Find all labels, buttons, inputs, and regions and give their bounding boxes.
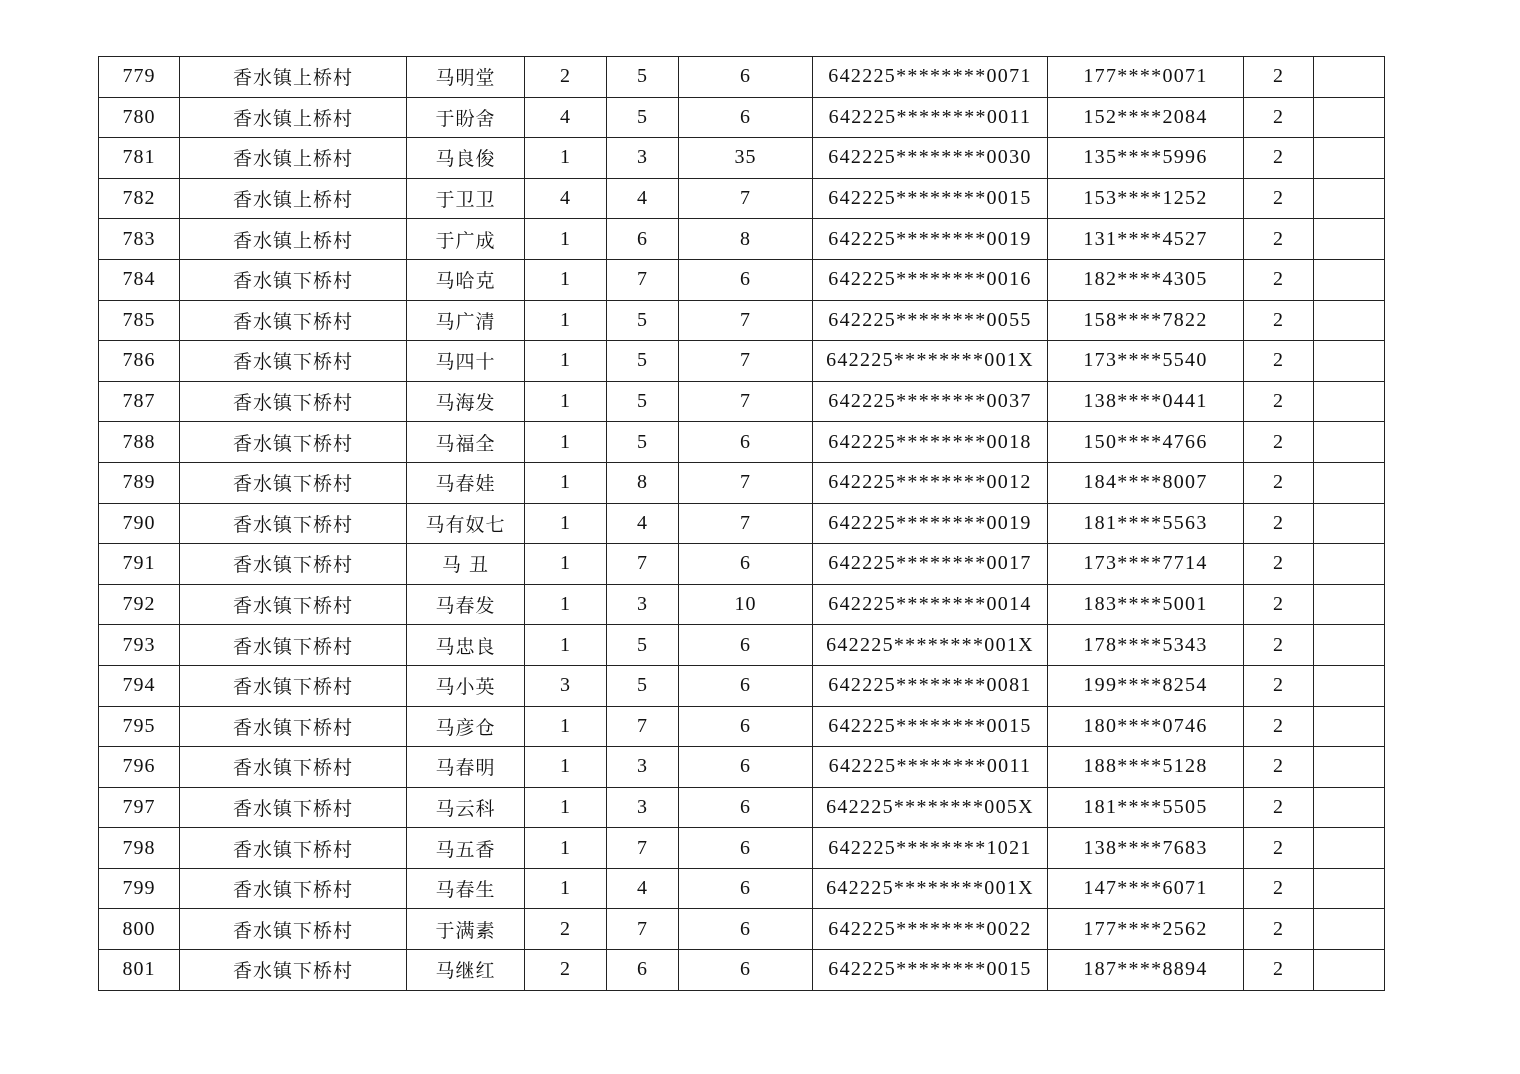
column-4-cell: 1 [525, 828, 607, 869]
note-cell [1314, 868, 1385, 909]
row-number-cell: 786 [99, 341, 180, 382]
id-number-cell: 642225********0016 [813, 259, 1048, 300]
note-cell [1314, 706, 1385, 747]
column-4-cell: 1 [525, 747, 607, 788]
column-9-cell: 2 [1244, 706, 1314, 747]
column-6-cell: 35 [679, 138, 813, 179]
village-cell: 香水镇下桥村 [180, 747, 407, 788]
phone-cell: 153****1252 [1048, 178, 1244, 219]
name-cell: 马四十 [407, 341, 525, 382]
village-cell: 香水镇下桥村 [180, 259, 407, 300]
column-4-cell: 4 [525, 97, 607, 138]
village-cell: 香水镇下桥村 [180, 584, 407, 625]
column-9-cell: 2 [1244, 259, 1314, 300]
phone-cell: 177****2562 [1048, 909, 1244, 950]
column-9-cell: 2 [1244, 219, 1314, 260]
column-5-cell: 3 [607, 787, 679, 828]
id-number-cell: 642225********0015 [813, 706, 1048, 747]
id-number-cell: 642225********001X [813, 868, 1048, 909]
column-6-cell: 6 [679, 909, 813, 950]
phone-cell: 181****5563 [1048, 503, 1244, 544]
row-number-cell: 781 [99, 138, 180, 179]
note-cell [1314, 57, 1385, 98]
column-5-cell: 6 [607, 950, 679, 991]
column-5-cell: 6 [607, 219, 679, 260]
id-number-cell: 642225********0071 [813, 57, 1048, 98]
column-9-cell: 2 [1244, 341, 1314, 382]
column-4-cell: 1 [525, 503, 607, 544]
phone-cell: 182****4305 [1048, 259, 1244, 300]
column-5-cell: 5 [607, 341, 679, 382]
id-number-cell: 642225********0015 [813, 950, 1048, 991]
column-5-cell: 7 [607, 828, 679, 869]
column-5-cell: 4 [607, 503, 679, 544]
village-cell: 香水镇下桥村 [180, 381, 407, 422]
row-number-cell: 792 [99, 584, 180, 625]
column-9-cell: 2 [1244, 97, 1314, 138]
column-6-cell: 7 [679, 341, 813, 382]
column-6-cell: 7 [679, 300, 813, 341]
column-6-cell: 7 [679, 178, 813, 219]
row-number-cell: 801 [99, 950, 180, 991]
name-cell: 马春明 [407, 747, 525, 788]
column-9-cell: 2 [1244, 503, 1314, 544]
name-cell: 马哈克 [407, 259, 525, 300]
row-number-cell: 780 [99, 97, 180, 138]
household-table [98, 56, 1385, 991]
row-number-cell: 795 [99, 706, 180, 747]
note-cell [1314, 544, 1385, 585]
note-cell [1314, 787, 1385, 828]
column-6-cell: 10 [679, 584, 813, 625]
column-6-cell: 8 [679, 219, 813, 260]
id-number-cell: 642225********1021 [813, 828, 1048, 869]
phone-cell: 135****5996 [1048, 138, 1244, 179]
phone-cell: 184****8007 [1048, 462, 1244, 503]
name-cell: 马福全 [407, 422, 525, 463]
village-cell: 香水镇上桥村 [180, 57, 407, 98]
village-cell: 香水镇下桥村 [180, 868, 407, 909]
column-5-cell: 7 [607, 544, 679, 585]
table-row [99, 341, 1385, 382]
id-number-cell: 642225********0014 [813, 584, 1048, 625]
village-cell: 香水镇下桥村 [180, 625, 407, 666]
table-row [99, 462, 1385, 503]
note-cell [1314, 178, 1385, 219]
name-cell: 马彦仓 [407, 706, 525, 747]
column-6-cell: 6 [679, 422, 813, 463]
table-row [99, 97, 1385, 138]
phone-cell: 178****5343 [1048, 625, 1244, 666]
phone-cell: 131****4527 [1048, 219, 1244, 260]
note-cell [1314, 625, 1385, 666]
id-number-cell: 642225********001X [813, 625, 1048, 666]
column-4-cell: 1 [525, 138, 607, 179]
column-6-cell: 6 [679, 625, 813, 666]
village-cell: 香水镇下桥村 [180, 462, 407, 503]
column-5-cell: 5 [607, 97, 679, 138]
id-number-cell: 642225********0019 [813, 503, 1048, 544]
table-row [99, 909, 1385, 950]
name-cell: 于盼舍 [407, 97, 525, 138]
column-9-cell: 2 [1244, 381, 1314, 422]
row-number-cell: 799 [99, 868, 180, 909]
name-cell: 马春娃 [407, 462, 525, 503]
column-9-cell: 2 [1244, 868, 1314, 909]
name-cell: 马明堂 [407, 57, 525, 98]
village-cell: 香水镇下桥村 [180, 341, 407, 382]
note-cell [1314, 950, 1385, 991]
column-9-cell: 2 [1244, 584, 1314, 625]
column-4-cell: 1 [525, 787, 607, 828]
id-number-cell: 642225********0015 [813, 178, 1048, 219]
column-5-cell: 7 [607, 909, 679, 950]
column-6-cell: 6 [679, 706, 813, 747]
column-9-cell: 2 [1244, 665, 1314, 706]
column-9-cell: 2 [1244, 747, 1314, 788]
village-cell: 香水镇下桥村 [180, 300, 407, 341]
table-row [99, 950, 1385, 991]
note-cell [1314, 422, 1385, 463]
table-row [99, 422, 1385, 463]
table-row [99, 259, 1385, 300]
column-5-cell: 3 [607, 747, 679, 788]
column-6-cell: 7 [679, 381, 813, 422]
column-9-cell: 2 [1244, 138, 1314, 179]
column-5-cell: 8 [607, 462, 679, 503]
column-4-cell: 1 [525, 422, 607, 463]
column-9-cell: 2 [1244, 950, 1314, 991]
id-number-cell: 642225********0019 [813, 219, 1048, 260]
table-row [99, 747, 1385, 788]
id-number-cell: 642225********0011 [813, 97, 1048, 138]
column-4-cell: 3 [525, 665, 607, 706]
id-number-cell: 642225********0012 [813, 462, 1048, 503]
name-cell: 马有奴七 [407, 503, 525, 544]
row-number-cell: 791 [99, 544, 180, 585]
column-6-cell: 6 [679, 747, 813, 788]
column-6-cell: 6 [679, 828, 813, 869]
column-5-cell: 4 [607, 178, 679, 219]
table-row [99, 138, 1385, 179]
column-4-cell: 1 [525, 381, 607, 422]
phone-cell: 147****6071 [1048, 868, 1244, 909]
note-cell [1314, 584, 1385, 625]
column-9-cell: 2 [1244, 625, 1314, 666]
row-number-cell: 800 [99, 909, 180, 950]
column-6-cell: 6 [679, 868, 813, 909]
column-6-cell: 6 [679, 57, 813, 98]
table-row [99, 868, 1385, 909]
column-4-cell: 1 [525, 300, 607, 341]
row-number-cell: 785 [99, 300, 180, 341]
village-cell: 香水镇下桥村 [180, 828, 407, 869]
note-cell [1314, 300, 1385, 341]
row-number-cell: 787 [99, 381, 180, 422]
phone-cell: 180****0746 [1048, 706, 1244, 747]
table-row [99, 584, 1385, 625]
id-number-cell: 642225********0081 [813, 665, 1048, 706]
name-cell: 马小英 [407, 665, 525, 706]
phone-cell: 138****0441 [1048, 381, 1244, 422]
note-cell [1314, 219, 1385, 260]
column-9-cell: 2 [1244, 909, 1314, 950]
column-4-cell: 4 [525, 178, 607, 219]
note-cell [1314, 665, 1385, 706]
phone-cell: 152****2084 [1048, 97, 1244, 138]
id-number-cell: 642225********0022 [813, 909, 1048, 950]
phone-cell: 177****0071 [1048, 57, 1244, 98]
row-number-cell: 798 [99, 828, 180, 869]
id-number-cell: 642225********0011 [813, 747, 1048, 788]
column-4-cell: 2 [525, 909, 607, 950]
column-9-cell: 2 [1244, 300, 1314, 341]
id-number-cell: 642225********005X [813, 787, 1048, 828]
column-9-cell: 2 [1244, 422, 1314, 463]
column-4-cell: 2 [525, 950, 607, 991]
table-row [99, 828, 1385, 869]
id-number-cell: 642225********001X [813, 341, 1048, 382]
row-number-cell: 784 [99, 259, 180, 300]
row-number-cell: 790 [99, 503, 180, 544]
column-5-cell: 5 [607, 381, 679, 422]
name-cell: 马五香 [407, 828, 525, 869]
id-number-cell: 642225********0018 [813, 422, 1048, 463]
row-number-cell: 793 [99, 625, 180, 666]
column-4-cell: 1 [525, 868, 607, 909]
name-cell: 马春生 [407, 868, 525, 909]
name-cell: 马良俊 [407, 138, 525, 179]
name-cell: 马 丑 [407, 544, 525, 585]
column-9-cell: 2 [1244, 57, 1314, 98]
column-4-cell: 1 [525, 462, 607, 503]
column-4-cell: 1 [525, 219, 607, 260]
phone-cell: 158****7822 [1048, 300, 1244, 341]
column-4-cell: 1 [525, 584, 607, 625]
phone-cell: 150****4766 [1048, 422, 1244, 463]
column-5-cell: 5 [607, 57, 679, 98]
column-6-cell: 7 [679, 503, 813, 544]
village-cell: 香水镇上桥村 [180, 138, 407, 179]
column-4-cell: 1 [525, 544, 607, 585]
name-cell: 马忠良 [407, 625, 525, 666]
column-5-cell: 4 [607, 868, 679, 909]
name-cell: 于广成 [407, 219, 525, 260]
village-cell: 香水镇下桥村 [180, 503, 407, 544]
column-4-cell: 1 [525, 625, 607, 666]
phone-cell: 138****7683 [1048, 828, 1244, 869]
column-6-cell: 6 [679, 950, 813, 991]
note-cell [1314, 97, 1385, 138]
phone-cell: 187****8894 [1048, 950, 1244, 991]
table-row [99, 178, 1385, 219]
column-9-cell: 2 [1244, 178, 1314, 219]
column-5-cell: 5 [607, 300, 679, 341]
phone-cell: 181****5505 [1048, 787, 1244, 828]
village-cell: 香水镇下桥村 [180, 787, 407, 828]
column-6-cell: 6 [679, 259, 813, 300]
column-4-cell: 1 [525, 259, 607, 300]
column-6-cell: 6 [679, 665, 813, 706]
note-cell [1314, 828, 1385, 869]
column-9-cell: 2 [1244, 462, 1314, 503]
note-cell [1314, 462, 1385, 503]
column-5-cell: 5 [607, 422, 679, 463]
name-cell: 马继红 [407, 950, 525, 991]
column-4-cell: 2 [525, 57, 607, 98]
column-6-cell: 6 [679, 787, 813, 828]
village-cell: 香水镇下桥村 [180, 422, 407, 463]
table-row [99, 625, 1385, 666]
note-cell [1314, 341, 1385, 382]
table-row [99, 381, 1385, 422]
note-cell [1314, 138, 1385, 179]
column-5-cell: 5 [607, 665, 679, 706]
table-row [99, 300, 1385, 341]
id-number-cell: 642225********0037 [813, 381, 1048, 422]
row-number-cell: 782 [99, 178, 180, 219]
village-cell: 香水镇下桥村 [180, 909, 407, 950]
note-cell [1314, 259, 1385, 300]
row-number-cell: 796 [99, 747, 180, 788]
id-number-cell: 642225********0030 [813, 138, 1048, 179]
column-5-cell: 7 [607, 259, 679, 300]
column-4-cell: 1 [525, 706, 607, 747]
village-cell: 香水镇下桥村 [180, 706, 407, 747]
note-cell [1314, 503, 1385, 544]
phone-cell: 183****5001 [1048, 584, 1244, 625]
phone-cell: 173****5540 [1048, 341, 1244, 382]
village-cell: 香水镇下桥村 [180, 665, 407, 706]
column-9-cell: 2 [1244, 787, 1314, 828]
column-5-cell: 3 [607, 138, 679, 179]
row-number-cell: 789 [99, 462, 180, 503]
row-number-cell: 788 [99, 422, 180, 463]
column-5-cell: 5 [607, 625, 679, 666]
phone-cell: 199****8254 [1048, 665, 1244, 706]
column-5-cell: 7 [607, 706, 679, 747]
column-9-cell: 2 [1244, 544, 1314, 585]
row-number-cell: 794 [99, 665, 180, 706]
name-cell: 马云科 [407, 787, 525, 828]
name-cell: 马春发 [407, 584, 525, 625]
table-row [99, 665, 1385, 706]
village-cell: 香水镇下桥村 [180, 950, 407, 991]
table-row [99, 57, 1385, 98]
column-6-cell: 6 [679, 97, 813, 138]
table-row [99, 503, 1385, 544]
name-cell: 于满素 [407, 909, 525, 950]
column-4-cell: 1 [525, 341, 607, 382]
note-cell [1314, 747, 1385, 788]
table-row [99, 787, 1385, 828]
village-cell: 香水镇上桥村 [180, 178, 407, 219]
village-cell: 香水镇上桥村 [180, 219, 407, 260]
name-cell: 于卫卫 [407, 178, 525, 219]
row-number-cell: 797 [99, 787, 180, 828]
table-body [99, 57, 1385, 991]
village-cell: 香水镇下桥村 [180, 544, 407, 585]
name-cell: 马海发 [407, 381, 525, 422]
column-5-cell: 3 [607, 584, 679, 625]
id-number-cell: 642225********0017 [813, 544, 1048, 585]
phone-cell: 188****5128 [1048, 747, 1244, 788]
row-number-cell: 783 [99, 219, 180, 260]
column-9-cell: 2 [1244, 828, 1314, 869]
table-row [99, 219, 1385, 260]
id-number-cell: 642225********0055 [813, 300, 1048, 341]
name-cell: 马广清 [407, 300, 525, 341]
column-6-cell: 6 [679, 544, 813, 585]
village-cell: 香水镇上桥村 [180, 97, 407, 138]
column-6-cell: 7 [679, 462, 813, 503]
note-cell [1314, 909, 1385, 950]
row-number-cell: 779 [99, 57, 180, 98]
table-row [99, 706, 1385, 747]
table-row [99, 544, 1385, 585]
note-cell [1314, 381, 1385, 422]
phone-cell: 173****7714 [1048, 544, 1244, 585]
